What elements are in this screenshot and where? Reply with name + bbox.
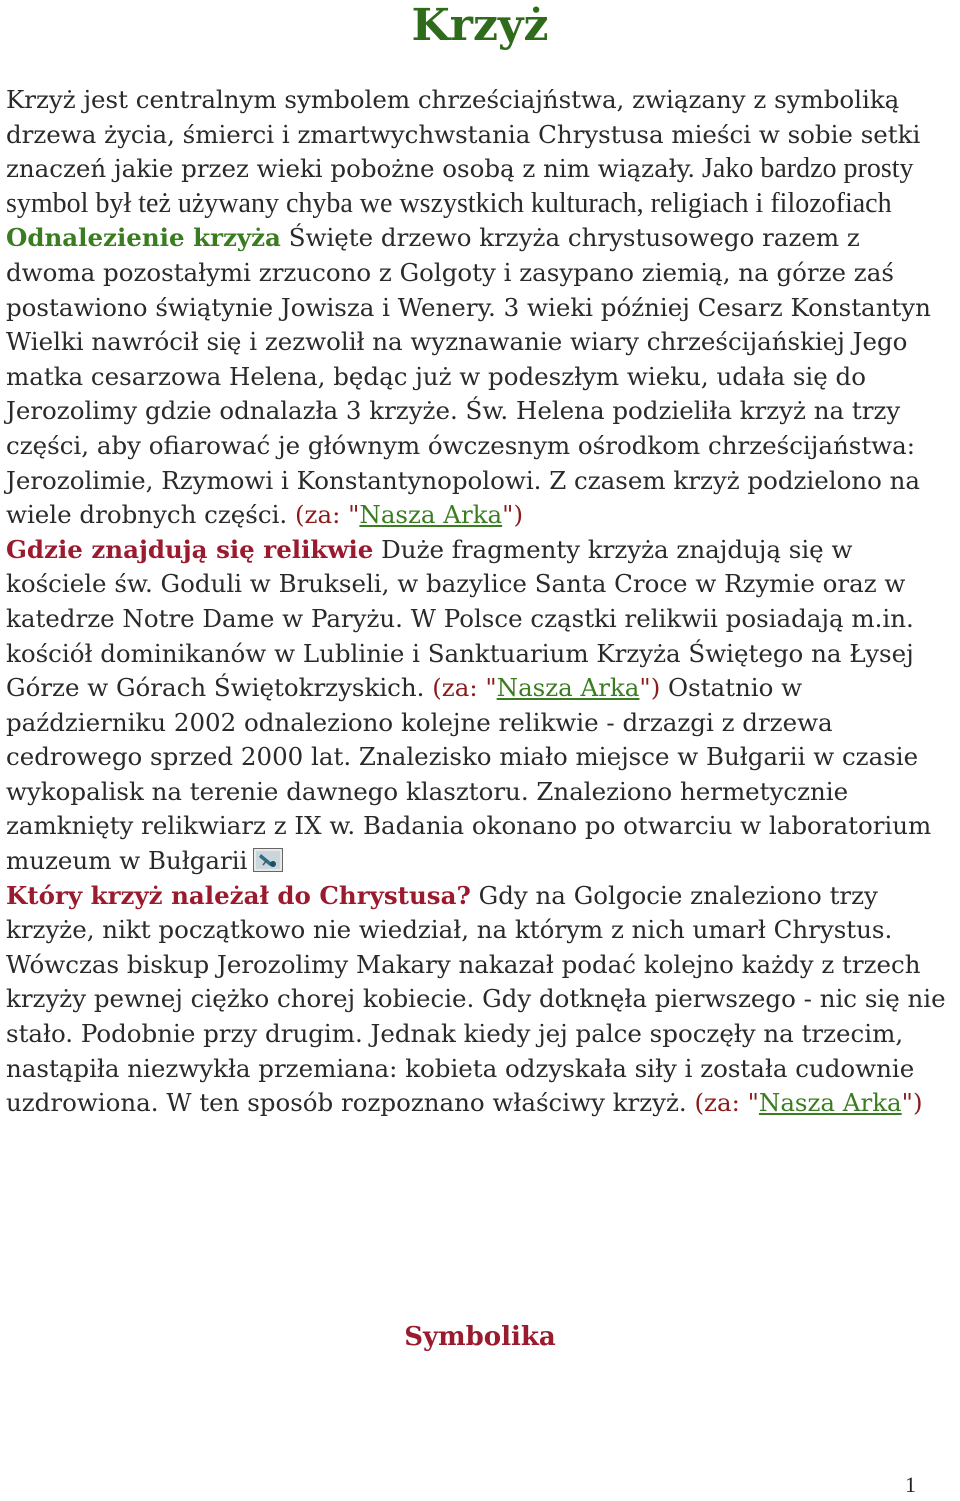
page-number: 1 [905,1472,916,1497]
source-citation-2: (za: "Nasza Arka") [432,673,661,703]
link-image-icon[interactable] [253,847,283,871]
section1-text-a: Święte drzewo krzyża chrystusowego razem z dwoma pozostałymi zrzucono z Golgoty i zasypano ziemią, na górze zaś postawiono świątynie Jowisza i Wenery. [6,223,894,322]
section-heading-symbolika: Symbolika [404,1322,556,1352]
source-citation-1: (za: "Nasza Arka") [295,500,523,530]
source-citation-3: (za: "Nasza Arka") [694,1088,923,1118]
section2-text-a: Duże fragmenty krzyża znajdują się w kościele św. Goduli w Brukseli, w bazylice Santa Croce w Rzymie oraz w katedrze Notre Dame w Paryżu. W Polsce cząstki relikwii posiadają m.in. kościół dominikanów w Lublinie i Sanktuarium Krzyża Świętego na Łysej Górze w Górach Świętokrzyskich. [6,534,914,703]
intro-text-2: Jako bardzo prosty symbol był też używany chyba we wszystkich kulturach, religiach i filozofiach [6,153,914,219]
section1-text-b: 3 wieki później Cesarz Konstantyn Wielki nawrócił się i zezwolił na wyznawanie wiary chrześcijańskiej Jego matka cesarzowa Helena, będąc już w podeszłym wieku, udała się do Jerozolimy gdzie odnalazła 3 krzyże. Św. Helena podzieliła krzyż na trzy części, aby ofiarować je głównym ówczesnym ośrodkom chrześcijaństwa: Jerozolimie, Rzymowi i Konstantynopolowi. Z czasem krzyż podzielono na wiele drobnych części. [6,292,931,530]
section-heading-which-cross: Który krzyż należał do Chrystusa? [6,880,471,910]
intro-text-1: Krzyż jest centralnym symbolem chrześciajństwa, związany z symboliką drzewa życia, śmierci i zmartwychwstania Chrystusa mieści w sobie setki znaczeń jakie przez wieki pobożne osobą z nim wiązały. [6,85,921,184]
section-heading-finding-cross: Odnalezienie krzyża [6,223,281,253]
source-link-nasza-arka[interactable]: Nasza Arka [496,673,640,703]
section3-text: Gdy na Golgocie znaleziono trzy krzyże, nikt początkowo nie wiedział, na którym z nich umarł Chrystus. Wówczas biskup Jerozolimy Makary nakazał podać kolejno każdy z trzech krzyży pewnej ciężko chorej kobiecie. Gdy dotknęła pierwszego - nic się nie stało. Podobnie przy drugim. Jednak kiedy jej palce spoczęły na trzecim, nastąpiła niezwykła przemiana: kobieta odzyskała siły i została cudownie uzdrowiona. W ten sposób rozpoznano właściwy krzyż. [6,880,946,1118]
source-link-nasza-arka[interactable]: Nasza Arka [359,500,503,530]
source-link-nasza-arka[interactable]: Nasza Arka [758,1088,902,1118]
article-body [6,83,954,1121]
page-title: Krzyż [411,0,549,51]
section2-text-b: Ostatnio w październiku 2002 odnaleziono kolejne relikwie - drzazgi z drzewa cedrowego sprzed 2000 lat. Znalezisko miało miejsce w Bułgarii w czasie wykopalisk na terenie dawnego klasztoru. Znaleziono hermetycznie zamknięty relikwiarz z IX w. Badania okonano po otwarciu w laboratorium muzeum w Bułgarii [6,673,932,876]
section-heading-relics: Gdzie znajdują się relikwie [6,534,374,564]
